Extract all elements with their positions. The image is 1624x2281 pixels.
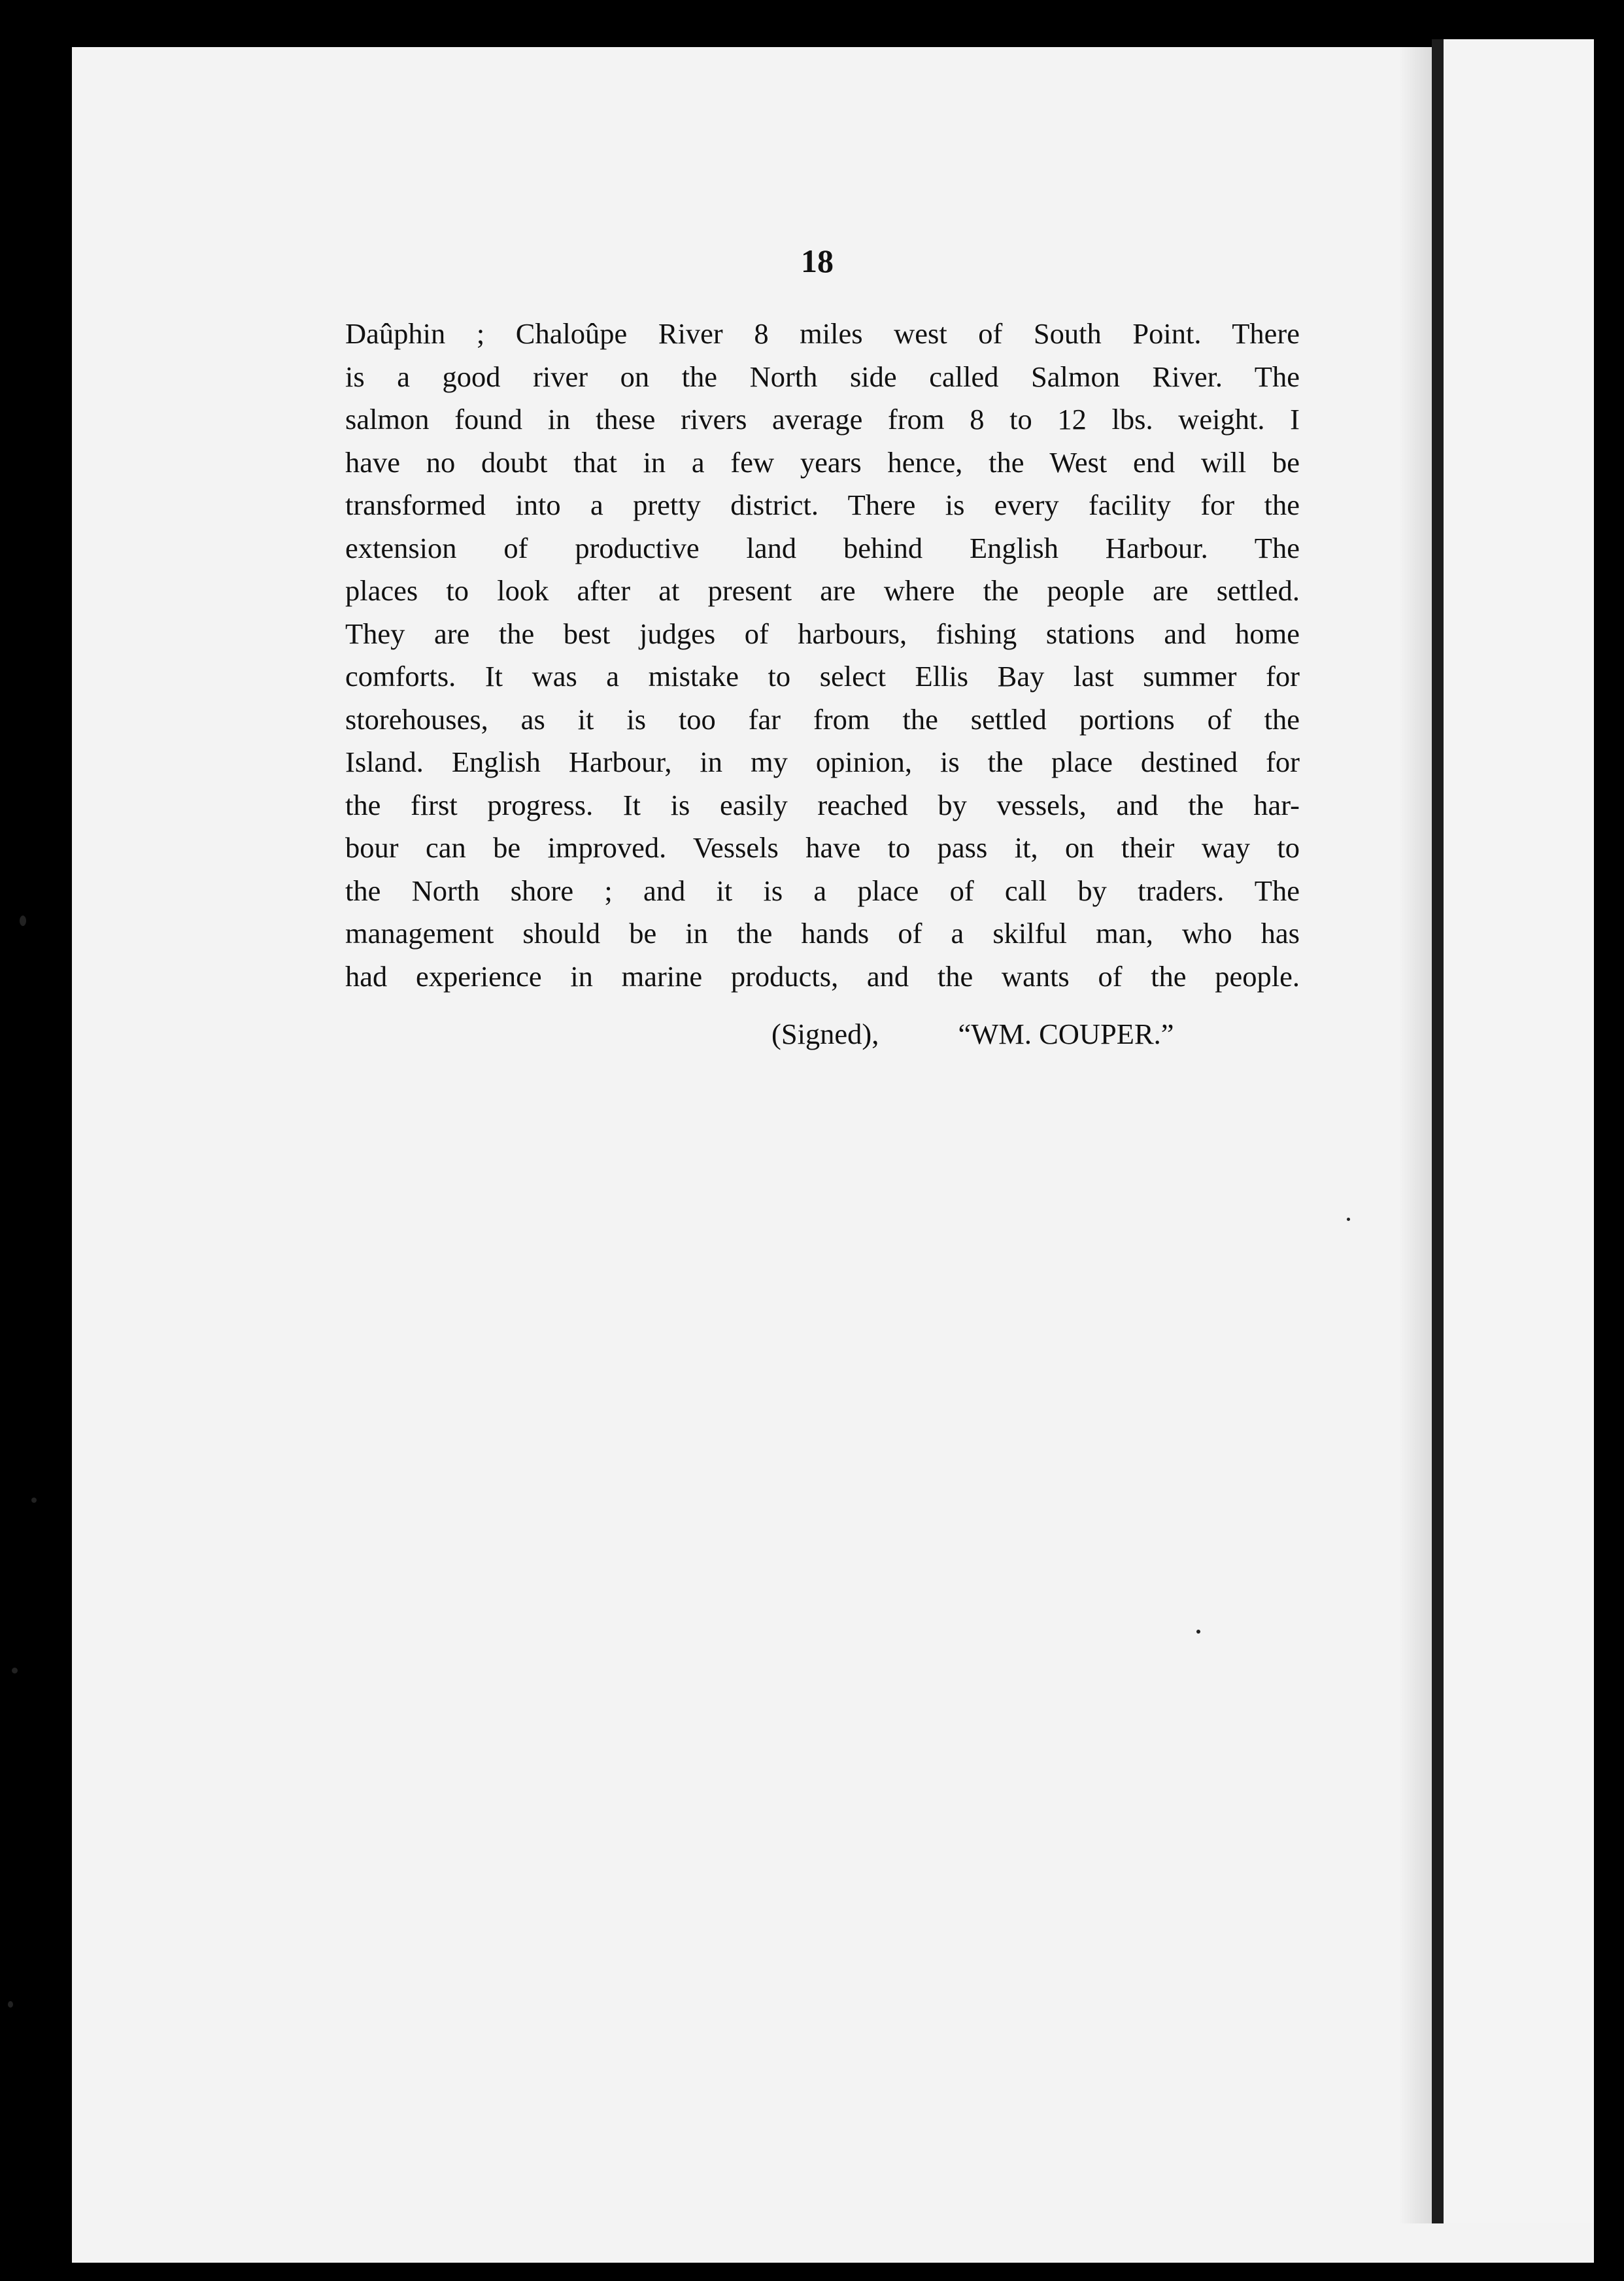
scan-speck [8,2001,13,2008]
text-line: have no doubt that in a few years hence, the West end will be [345,445,1300,479]
signer-name: “WM. COUPER.” [958,1018,1174,1050]
text-line: the North shore ; and it is a place of call by traders. The [345,874,1300,907]
signature-block [771,1017,1268,1051]
text-line: They are the best judges of harbours, fishing stations and home [345,617,1300,650]
scan-speck [1347,1218,1350,1221]
text-line: extension of productive land behind English Harbour. The [345,531,1300,564]
text-line: Daûphin ; Chaloûpe River 8 miles west of South Point. There [345,317,1300,350]
body-paragraph [345,313,1300,998]
gutter-shadow [1399,39,1432,2223]
text-line: management should be in the hands of a skilful man, who has [345,917,1300,950]
text-line: the first progress. It is easily reached by vessels, and the har- [345,788,1300,821]
scan-speck [31,1498,37,1503]
scan-border-bottom [0,2263,1624,2281]
scan-speck [1196,1630,1200,1634]
text-line: places to look after at present are where the people are settled. [345,574,1300,607]
text-line: is a good river on the North side called Salmon River. The [345,360,1300,393]
text-line: storehouses, as it is too far from the settled portions of the [345,702,1300,736]
text-line: had experience in marine products, and the wants of the people. [345,959,1300,993]
text-line: salmon found in these rivers average from 8 to 12 lbs. weight. I [345,403,1300,436]
page-number: 18 [801,243,834,279]
book-gutter [1432,39,1444,2223]
text-line: Island. English Harbour, in my opinion, is the place destined for [345,746,1300,778]
text-line: bour can be improved. Vessels have to pass it, on their way to [345,831,1300,864]
signed-label: (Signed), [771,1018,879,1050]
text-line: comforts. It was a mistake to select Ellis Bay last summer for [345,660,1300,693]
scan-border-right [1594,0,1624,2281]
scan-speck [12,1668,18,1673]
scan-speck [20,916,26,926]
text-line: transformed into a pretty district. There is every facility for the [345,489,1300,521]
facing-page-edge [1444,39,1594,2223]
